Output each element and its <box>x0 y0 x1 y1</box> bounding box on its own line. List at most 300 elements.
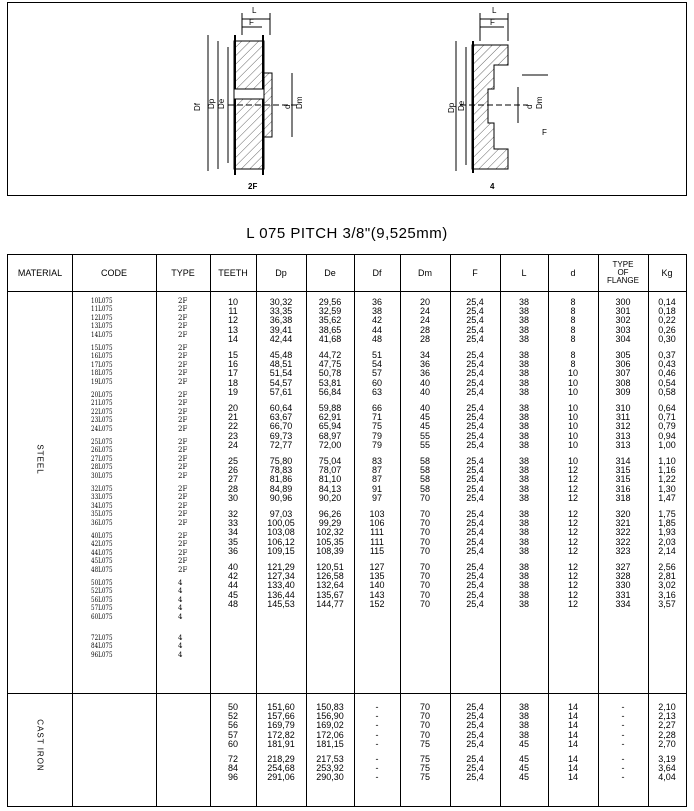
table-cell: 81,10 <box>318 474 342 485</box>
table-cell: 253,92 <box>316 763 344 774</box>
table-cell: 38 <box>518 729 529 740</box>
table-cell: 40 <box>419 386 430 397</box>
table-cell: 42,44 <box>269 333 293 344</box>
header-flange <box>598 255 648 291</box>
table-cell: 304 <box>615 333 631 344</box>
table-cell: 1,30 <box>658 483 676 494</box>
label-d-right: d <box>525 104 534 109</box>
table-cell: 218,29 <box>267 754 295 764</box>
table-cell: 13 <box>227 324 238 335</box>
table-cell: 45 <box>419 412 430 423</box>
header-df: Df <box>372 268 382 278</box>
code-entry: 22L075 <box>91 407 113 416</box>
table-cell: - <box>375 720 379 731</box>
table-cell: 29,56 <box>318 297 342 307</box>
table-cell: 38 <box>518 386 529 397</box>
table-cell: 72,00 <box>318 439 342 450</box>
table-cell: 79 <box>371 430 382 441</box>
type-entry: 4 <box>178 612 183 621</box>
table-cell: 8 <box>570 333 576 344</box>
code-entry: 84L075 <box>91 642 113 651</box>
table-cell: 2,13 <box>658 711 676 722</box>
code-entry: 18L075 <box>91 369 113 378</box>
table-cell: 83 <box>371 456 382 466</box>
code-entry: 23L075 <box>91 416 113 425</box>
table-cell: 157,66 <box>267 711 295 722</box>
table-cell: 33,35 <box>269 306 293 317</box>
code-entry: 30L075 <box>91 471 113 480</box>
table-cell: 25,4 <box>466 306 484 317</box>
table-cell: 120,51 <box>316 562 344 572</box>
table-cell: 24 <box>419 306 430 317</box>
table-cell: 312 <box>615 421 631 432</box>
table-cell: 21 <box>227 412 238 423</box>
table-cell: 33 <box>227 518 238 529</box>
table-cell: 36 <box>227 545 238 556</box>
table-cell: 181,91 <box>267 738 295 749</box>
table-cell: 1,16 <box>658 465 676 476</box>
table-cell: 25,4 <box>466 377 484 388</box>
table-cell: 25,4 <box>466 430 484 441</box>
table-cell: 25,4 <box>466 386 484 397</box>
table-cell: 75 <box>419 754 430 764</box>
table-cell: 70 <box>419 589 430 600</box>
table-cell: 91 <box>371 483 382 494</box>
table-cell: 315 <box>615 465 631 476</box>
table-cell: 334 <box>615 598 631 609</box>
table-cell: 70 <box>419 562 430 572</box>
table-cell: 66,70 <box>269 421 293 432</box>
table-cell: 84,89 <box>269 483 293 494</box>
table-cell: 70 <box>419 711 430 722</box>
code-entry: 11L075 <box>91 305 113 314</box>
label-F-right: F <box>490 18 495 27</box>
type-entry: 2F <box>178 322 188 331</box>
table-cell: 75 <box>419 763 430 774</box>
table-cell: 26 <box>227 465 238 476</box>
type-entry: 2F <box>178 454 188 463</box>
type-entry: 2F <box>178 485 188 493</box>
table-cell: 2,81 <box>658 571 676 582</box>
table-cell: 70 <box>419 527 430 538</box>
table-cell: 12 <box>567 536 578 547</box>
table-cell: 24 <box>419 315 430 326</box>
table-cell: 40 <box>227 562 238 572</box>
table-cell: 3,57 <box>658 598 676 609</box>
table-cell: 68,97 <box>318 430 342 441</box>
table-cell: 150,83 <box>316 702 344 712</box>
type-entry: 2F <box>178 352 188 361</box>
table-cell: 331 <box>615 589 631 600</box>
header-l: L <box>521 268 527 278</box>
table-cell: 38 <box>518 711 529 722</box>
table-cell: 14 <box>567 754 578 764</box>
table-cell: 4,04 <box>658 772 676 783</box>
table-cell: 14 <box>567 763 578 774</box>
table-cell: 51,54 <box>269 368 293 379</box>
code-entry: 25L075 <box>91 438 113 446</box>
table-cell: - <box>375 754 379 764</box>
table-cell: 12 <box>567 589 578 600</box>
table-cell: - <box>621 738 625 749</box>
table-cell: 25,4 <box>466 368 484 379</box>
table-cell: 145,53 <box>267 598 295 609</box>
table-cell: 2,28 <box>658 729 676 740</box>
table-cell: 144,77 <box>316 598 344 609</box>
type-entry: 2F <box>178 407 188 416</box>
type-entry: 4 <box>178 579 183 587</box>
type-entry: 4 <box>178 642 183 651</box>
type-entry: 2F <box>178 565 188 574</box>
table-cell: 25,4 <box>466 571 484 582</box>
table-cell: 169,79 <box>267 720 295 731</box>
table-cell: 291,06 <box>267 772 295 783</box>
table-cell: 0,14 <box>658 297 676 307</box>
table-cell: 12 <box>567 465 578 476</box>
table-cell: 57 <box>227 729 238 740</box>
table-cell: 25,4 <box>466 412 484 423</box>
table-cell: 62,91 <box>318 412 342 423</box>
table-cell: 53,81 <box>318 377 342 388</box>
table-cell: 25,4 <box>466 763 484 774</box>
code-entry: 28L075 <box>91 463 113 472</box>
table-cell: 90,20 <box>318 492 342 503</box>
table-cell: 12 <box>567 492 578 503</box>
table-cell: 90,96 <box>269 492 293 503</box>
table-cell: 8 <box>570 324 576 335</box>
table-cell: 135,67 <box>316 589 344 600</box>
table-cell: 25 <box>227 456 238 466</box>
table-cell: 38 <box>518 421 529 432</box>
table-cell: 14 <box>567 720 578 731</box>
table-cell: 38 <box>518 571 529 582</box>
table-cell: 84,13 <box>318 483 342 494</box>
table-cell: 12 <box>567 483 578 494</box>
table-cell: 36 <box>371 297 382 307</box>
table-cell: 42 <box>227 571 238 582</box>
table-cell: 72,77 <box>269 439 293 450</box>
table-cell: 0,30 <box>658 333 676 344</box>
table-cell: 25,4 <box>466 702 484 712</box>
table-cell: - <box>621 711 625 722</box>
table-cell: 55 <box>419 430 430 441</box>
label-De-right: De <box>457 100 466 111</box>
table-cell: 38 <box>518 315 529 326</box>
table-cell: 97 <box>371 492 382 503</box>
table-cell: 44,72 <box>318 350 342 360</box>
header-dm: Dm <box>418 268 432 278</box>
table-cell: 38 <box>518 359 529 370</box>
type-entry: 4 <box>178 650 183 659</box>
code-entry: 52L075 <box>91 587 113 596</box>
code-entry: 27L075 <box>91 454 113 463</box>
table-cell: - <box>375 763 379 774</box>
header-flange-2: OF <box>617 268 629 277</box>
table-cell: 45 <box>518 772 529 783</box>
code-entry: 33L075 <box>91 493 113 502</box>
label-F-side: F <box>542 128 547 137</box>
table-cell: 2,56 <box>658 562 676 572</box>
table-cell: 39,41 <box>269 324 293 335</box>
type-entry: 4 <box>178 595 183 604</box>
table-cell: 45 <box>419 421 430 432</box>
code-entry: 10L075 <box>91 297 113 305</box>
table-cell: 70 <box>419 598 430 609</box>
header-dp: Dp <box>275 268 287 278</box>
table-cell: 3,64 <box>658 763 676 774</box>
table-cell: 1,22 <box>658 474 676 485</box>
table-cell: 217,53 <box>316 754 344 764</box>
table-cell: 96,26 <box>318 509 342 519</box>
type-entry: 2F <box>178 399 188 408</box>
table-cell: 70 <box>419 536 430 547</box>
table-cell: 254,68 <box>267 763 295 774</box>
table-cell: 25,4 <box>466 580 484 591</box>
table-cell: 25,4 <box>466 483 484 494</box>
table-cell: 87 <box>371 465 382 476</box>
table-cell: 106 <box>369 518 385 529</box>
table-cell: 322 <box>615 527 631 538</box>
table-cell: 10 <box>567 412 578 423</box>
table-cell: 45 <box>518 763 529 774</box>
table-cell: 169,02 <box>316 720 344 731</box>
table-cell: 34 <box>419 350 430 360</box>
table-cell: 63 <box>371 386 382 397</box>
table-cell: 38 <box>518 545 529 556</box>
table-cell: 25,4 <box>466 589 484 600</box>
table-cell: 38 <box>518 377 529 388</box>
table-cell: 58 <box>419 465 430 476</box>
table-cell: 69,73 <box>269 430 293 441</box>
table-cell: 0,58 <box>658 386 676 397</box>
table-cell: 25,4 <box>466 350 484 360</box>
type-entry: 2F <box>178 446 188 455</box>
table-cell: 0,18 <box>658 306 676 317</box>
table-cell: 58 <box>419 456 430 466</box>
table-cell: 45 <box>518 738 529 749</box>
table-cell: - <box>375 772 379 783</box>
table-cell: 12 <box>567 571 578 582</box>
table-cell: 38 <box>518 403 529 413</box>
material-cast-iron: CAST IRON <box>35 719 45 772</box>
table-cell: 25,4 <box>466 711 484 722</box>
table-cell: 48,51 <box>269 359 293 370</box>
type-entry: 2F <box>178 471 188 480</box>
pulley-drawings <box>8 3 688 197</box>
table-cell: 181,15 <box>316 738 344 749</box>
table-cell: 10 <box>567 403 578 413</box>
table-cell: - <box>375 702 379 712</box>
code-entry: 44L075 <box>91 548 113 557</box>
table-cell: 60 <box>227 738 238 749</box>
table-cell: 8 <box>570 315 576 326</box>
table-cell: 38 <box>518 456 529 466</box>
table-cell: 38,65 <box>318 324 342 335</box>
table-cell: 0,22 <box>658 315 676 326</box>
table-cell: 12 <box>567 598 578 609</box>
table-cell: 25,4 <box>466 598 484 609</box>
type-entry: 2F <box>178 510 188 519</box>
table-cell: 75 <box>371 421 382 432</box>
code-entry: 17L075 <box>91 360 113 369</box>
type-entry: 2F <box>178 463 188 472</box>
table-cell: 81,86 <box>269 474 293 485</box>
table-cell: 27 <box>227 474 238 485</box>
table-cell: 12 <box>567 562 578 572</box>
table-cell: 132,64 <box>316 580 344 591</box>
table-cell: 25,4 <box>466 474 484 485</box>
table-cell: 25,4 <box>466 536 484 547</box>
table-cell: 70 <box>419 702 430 712</box>
table-cell: 115 <box>369 545 385 556</box>
table-cell: 32,59 <box>318 306 342 317</box>
table-cell: 2,14 <box>658 545 676 556</box>
table-cell: 8 <box>570 350 576 360</box>
table-cell: 38 <box>518 580 529 591</box>
table-cell: 103 <box>369 509 385 519</box>
header-flange-1: TYPE <box>612 260 634 269</box>
table-cell: 25,4 <box>466 738 484 749</box>
table-cell: 14 <box>567 711 578 722</box>
table-cell: 25,4 <box>466 421 484 432</box>
table-cell: 78,83 <box>269 465 293 476</box>
code-entry: 19L075 <box>91 377 113 386</box>
table-cell: 36 <box>419 368 430 379</box>
code-entry: 50L075 <box>91 579 113 587</box>
table-cell: 313 <box>615 439 631 450</box>
table-cell: 60 <box>371 377 382 388</box>
table-cell: 307 <box>615 368 631 379</box>
table-cell: 2,27 <box>658 720 676 731</box>
table-cell: 25,4 <box>466 527 484 538</box>
label-Dm: Dm <box>295 96 304 109</box>
table-cell: 38 <box>518 368 529 379</box>
table-cell: 56 <box>227 720 238 731</box>
header-f: F <box>472 268 478 278</box>
table-cell: 45 <box>518 754 529 764</box>
table-cell: 2,10 <box>658 702 676 712</box>
table-cell: 12 <box>567 545 578 556</box>
code-entry: 96L075 <box>91 650 113 659</box>
label-Dp-right: Dp <box>447 102 456 113</box>
header-teeth: TEETH <box>218 268 248 278</box>
table-cell: 327 <box>615 562 631 572</box>
type-entry: 2F <box>178 540 188 549</box>
label-De: De <box>217 98 226 109</box>
table-cell: 57 <box>371 368 382 379</box>
table-cell: 50 <box>227 702 238 712</box>
table-cell: 2,03 <box>658 536 676 547</box>
label-F: F <box>249 18 254 27</box>
table-cell: 318 <box>615 492 631 503</box>
table-cell: 1,93 <box>658 527 676 538</box>
type-entry: 2F <box>178 369 188 378</box>
type-entry: 2F <box>178 416 188 425</box>
table-cell: 25,4 <box>466 720 484 731</box>
type-entry: 2F <box>178 391 188 399</box>
table-cell: 38 <box>518 598 529 609</box>
table-cell: 19 <box>227 386 238 397</box>
type-entry: 4 <box>178 634 183 642</box>
code-entry: 15L075 <box>91 344 113 352</box>
code-entry: 24L075 <box>91 424 113 433</box>
table-cell: 3,19 <box>658 754 676 764</box>
table-cell: 25,4 <box>466 333 484 344</box>
table-cell: 127,34 <box>267 571 295 582</box>
table-cell: 10 <box>567 456 578 466</box>
table-cell: - <box>621 720 625 731</box>
table-cell: - <box>621 754 625 764</box>
table-cell: 14 <box>567 729 578 740</box>
table-cell: 172,82 <box>267 729 295 740</box>
table-cell: 40 <box>419 377 430 388</box>
table-cell: 127 <box>369 562 385 572</box>
table-cell: 0,94 <box>658 430 676 441</box>
table-cell: 38 <box>518 297 529 307</box>
table-cell: 135 <box>369 571 385 582</box>
table-cell: 14 <box>567 772 578 783</box>
table-cell: 0,64 <box>658 403 676 413</box>
table-cell: 25,4 <box>466 359 484 370</box>
table-cell: 323 <box>615 545 631 556</box>
table-cell: 28 <box>227 483 238 494</box>
table-cell: 1,75 <box>658 509 676 519</box>
type-entry: 4 <box>178 604 183 613</box>
table-cell: 48 <box>371 333 382 344</box>
type-entry: 2F <box>178 518 188 527</box>
table-cell: 38 <box>518 720 529 731</box>
table-cell: 330 <box>615 580 631 591</box>
table-cell: 14 <box>227 333 238 344</box>
code-entry: 12L075 <box>91 313 113 322</box>
table-cell: 45 <box>227 589 238 600</box>
table-cell: 302 <box>615 315 631 326</box>
table-cell: 50,78 <box>318 368 342 379</box>
table-cell: 10 <box>567 368 578 379</box>
drawing-2f <box>193 6 304 191</box>
table-cell: 38 <box>518 536 529 547</box>
code-entry: 13L075 <box>91 322 113 331</box>
table-cell: 18 <box>227 377 238 388</box>
type-entry: 2F <box>178 330 188 339</box>
table-cell: 10 <box>567 377 578 388</box>
table-cell: 70 <box>419 545 430 556</box>
table-cell: 1,47 <box>658 492 676 503</box>
table-cell: 10 <box>567 386 578 397</box>
table-cell: 10 <box>567 421 578 432</box>
table-cell: 72 <box>227 754 238 764</box>
code-entry: 57L075 <box>91 604 113 613</box>
table-cell: 40 <box>419 403 430 413</box>
table-cell: 47,75 <box>318 359 342 370</box>
table-cell: 143 <box>369 589 385 600</box>
type-entry: 2F <box>178 438 188 446</box>
table-cell: 0,79 <box>658 421 676 432</box>
table-cell: 108,39 <box>316 545 344 556</box>
table-cell: 25,4 <box>466 439 484 450</box>
table-cell: 315 <box>615 474 631 485</box>
table-cell: 12 <box>567 518 578 529</box>
table-cell: 30 <box>227 492 238 503</box>
table-cell: 311 <box>615 412 631 423</box>
table-cell: 30,32 <box>269 297 293 307</box>
table-cell: 25,4 <box>466 562 484 572</box>
table-cell: 111 <box>370 527 384 538</box>
table-cell: 79 <box>371 439 382 450</box>
table-cell: 8 <box>570 359 576 370</box>
table-cell: 20 <box>227 403 238 413</box>
table-cell: - <box>621 702 625 712</box>
